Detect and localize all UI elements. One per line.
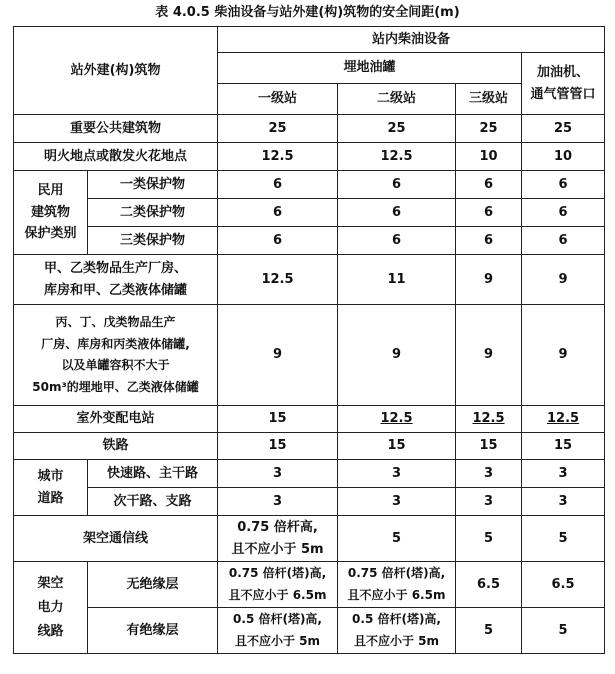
road-group-label: 城市 道路 — [14, 460, 88, 516]
table-row: 丙、丁、戊类物品生产 厂房、库房和丙类液体储罐, 以及单罐容积不大于 50m³的埋地甲、乙类液体储罐 9 9 9 9 — [14, 305, 605, 406]
table-row: 次干路、支路 3 3 3 3 — [14, 488, 605, 516]
grade-3-header: 三级站 — [456, 84, 522, 115]
table-row: 甲、乙类物品生产厂房、 库房和甲、乙类液体储罐 12.5 11 9 9 — [14, 255, 605, 305]
table-row: 二类保护物 6 6 6 6 — [14, 199, 605, 227]
table-row: 重要公共建筑物 25 25 25 25 — [14, 115, 605, 143]
table-row: 架空 电力 线路 无绝缘层 0.75 倍杆(塔)高, 且不应小于 6.5m 0.75 倍杆(塔)高, 且不应小于 6.5m 6.5 6.5 — [14, 562, 605, 608]
table-row: 有绝缘层 0.5 倍杆(塔)高, 且不应小于 5m 0.5 倍杆(塔)高, 且不应小于 5m 5 5 — [14, 608, 605, 654]
row-header: 站外建(构)筑物 — [14, 27, 218, 115]
table-row: 架空通信线 0.75 倍杆高, 且不应小于 5m 5 5 5 — [14, 516, 605, 562]
civil-group-label: 民用 建筑物 保护类别 — [14, 171, 88, 255]
power-group-label: 架空 电力 线路 — [14, 562, 88, 654]
table-row: 城市 道路 快速路、主干路 3 3 3 3 — [14, 460, 605, 488]
buried-tanks-header: 埋地油罐 — [218, 53, 522, 84]
safety-distance-table — [13, 26, 605, 654]
table-row: 明火地点或散发火花地点 12.5 12.5 10 10 — [14, 143, 605, 171]
grade-1-header: 一级站 — [218, 84, 338, 115]
table-row: 民用 建筑物 保护类别 一类保护物 6 6 6 6 — [14, 171, 605, 199]
table-row: 室外变配电站 15 12.5 12.5 12.5 — [14, 406, 605, 433]
table-row: 铁路 15 15 15 15 — [14, 433, 605, 460]
table-row: 三类保护物 6 6 6 6 — [14, 227, 605, 255]
grade-2-header: 二级站 — [338, 84, 456, 115]
table-title: 表 4.0.5 柴油设备与站外建(构)筑物的安全间距(m) — [155, 5, 460, 20]
station-group-header: 站内柴油设备 — [218, 27, 605, 53]
dispenser-header: 加油机、 通气管管口 — [522, 53, 605, 115]
